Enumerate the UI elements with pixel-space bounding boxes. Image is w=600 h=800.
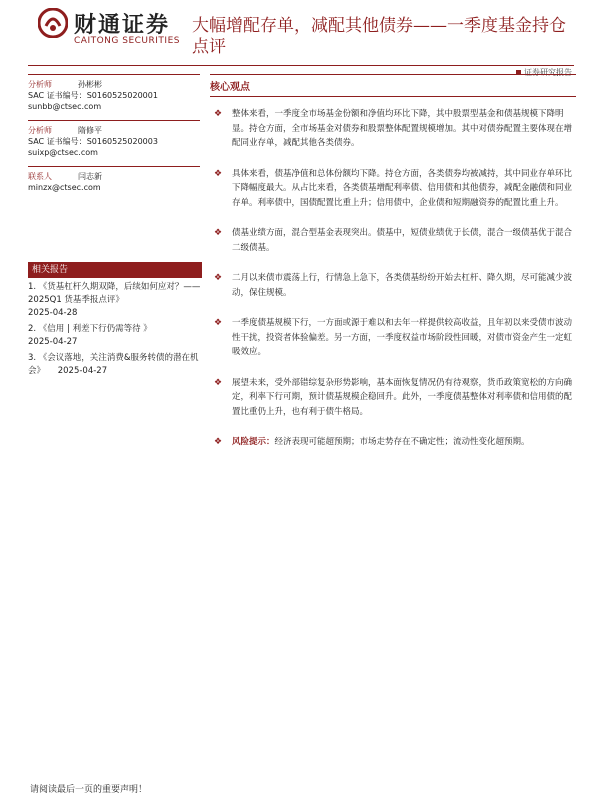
viewpoint-item [210,316,576,360]
core-viewpoints [210,74,576,450]
contact-card [28,166,200,193]
viewpoint-text: 展望未来，受外部错综复杂形势影响，基本面恢复情况仍有待观察，货币政策宽松的方向确定，利率下行可期，预计债基规模企稳回升。此外，一季度债基整体对利率债和信用债的配置比重仍上升，也有利于债牛格局。 [232,377,573,417]
report-title: 大幅增配存单，减配其他债券——一季度基金持仓点评 [192,16,566,57]
related-report-title[interactable]: 2. 《信用 | 利差下行仍需等待 》 [28,324,152,334]
analyst-license-label: SAC 证书编号： [28,137,87,146]
viewpoint-item [210,167,576,211]
related-reports-heading: 相关报告 [28,262,202,278]
diamond-bullet-icon: ❖ [214,228,223,238]
related-report-item[interactable] [28,352,202,378]
related-report-date: 2025-04-27 [28,337,78,347]
diamond-bullet-icon: ❖ [214,273,223,283]
header-divider [28,65,574,66]
related-report-item[interactable] [28,281,202,320]
company-logo [38,8,188,52]
diamond-bullet-icon: ❖ [214,437,223,447]
contact-email[interactable]: minzx@ctsec.com [28,183,101,192]
viewpoint-item [210,271,576,300]
contact-role: 联系人 [28,172,52,181]
contact-name: 闫志新 [78,172,102,181]
report-header [0,0,600,77]
risk-warning-label: 风险提示： [232,437,275,447]
viewpoint-text: 具体来看，债基净值和总体份额均下降。持仓方面，各类债券均被减持，其中同业存单环比下降幅度最大。从占比来看，各类债基增配利率债、信用债和其他债券，减配金融债和同业存单。利率债中，国债配置比重上升；信用债中，企业债和短期融资券的配置比重上升。 [232,168,573,208]
company-name-en: CAITONG SECURITIES [74,36,180,46]
viewpoint-text: 一季度债基规模下行，一方面或源于难以和去年一样提供较高收益，且年初以来受债市波动性干扰，投资者体验偏差。另一方面，一季度权益市场阶段性回暖，对债市资金产生一定虹吸效应。 [232,318,573,357]
analyst-email[interactable]: sunbb@ctsec.com [28,102,102,111]
analyst-license-label: SAC 证书编号： [28,91,87,100]
related-report-title[interactable]: 1. 《货基杠杆久期双降，后续如何应对？——2025Q1 货基季报点评》 [28,282,201,305]
core-viewpoints-heading: 核心观点 [210,74,576,97]
analyst-license: S0160525020001 [86,91,158,100]
analyst-email[interactable]: suixp@ctsec.com [28,148,98,157]
analyst-license: S0160525020003 [86,137,158,146]
footer-disclaimer: 请阅读最后一页的重要声明！ [30,785,148,795]
diamond-bullet-icon: ❖ [214,377,223,388]
company-name-cn: 财通证券 [74,13,171,38]
analyst-card [28,120,200,158]
risk-warning [210,435,576,450]
diamond-bullet-icon: ❖ [214,168,223,179]
related-report-title[interactable]: 3. 《会议落地，关注消费&服务转债的潜在机会》 [28,353,199,376]
viewpoint-item [210,107,576,151]
diamond-bullet-icon: ❖ [214,318,223,328]
viewpoint-item [210,226,576,255]
analyst-role: 分析师 [28,80,52,89]
diamond-bullet-icon: ❖ [214,109,223,119]
analyst-name: 隋修平 [78,126,102,135]
viewpoint-text: 整体来看，一季度全市场基金份额和净值均环比下降，其中股票型基金和债基规模下降明显。持仓方面，全市场基金对债券和股票整体配置规模增加。其中对债券配置主要体现在增配同业存单，减配其他各类债券。 [232,109,573,148]
risk-warning-text: 经济表现可能超预期；市场走势存在不确定性；流动性变化超预期。 [274,437,530,447]
viewpoint-item [210,376,576,420]
analyst-name: 孙彬彬 [78,80,102,89]
related-report-date: 2025-04-28 [28,308,78,318]
viewpoint-text: 二月以来债市震荡上行，行情急上急下，各类债基纷纷开始去杠杆、降久期，尽可能减少波动，保住规模。 [232,273,573,298]
related-reports [28,262,202,378]
related-report-date: 2025-04-27 [57,366,108,376]
report-type-text: 证券研究报告 [524,68,572,77]
company-logo-icon [38,8,68,38]
analyst-panel [28,74,200,201]
viewpoint-text: 债基业绩方面，混合型基金表现突出。债基中，短债业绩优于长债，混合一级债基优于混合二级债基。 [232,228,573,253]
analyst-card [28,74,200,112]
related-report-item[interactable] [28,323,202,349]
analyst-role: 分析师 [28,126,52,135]
